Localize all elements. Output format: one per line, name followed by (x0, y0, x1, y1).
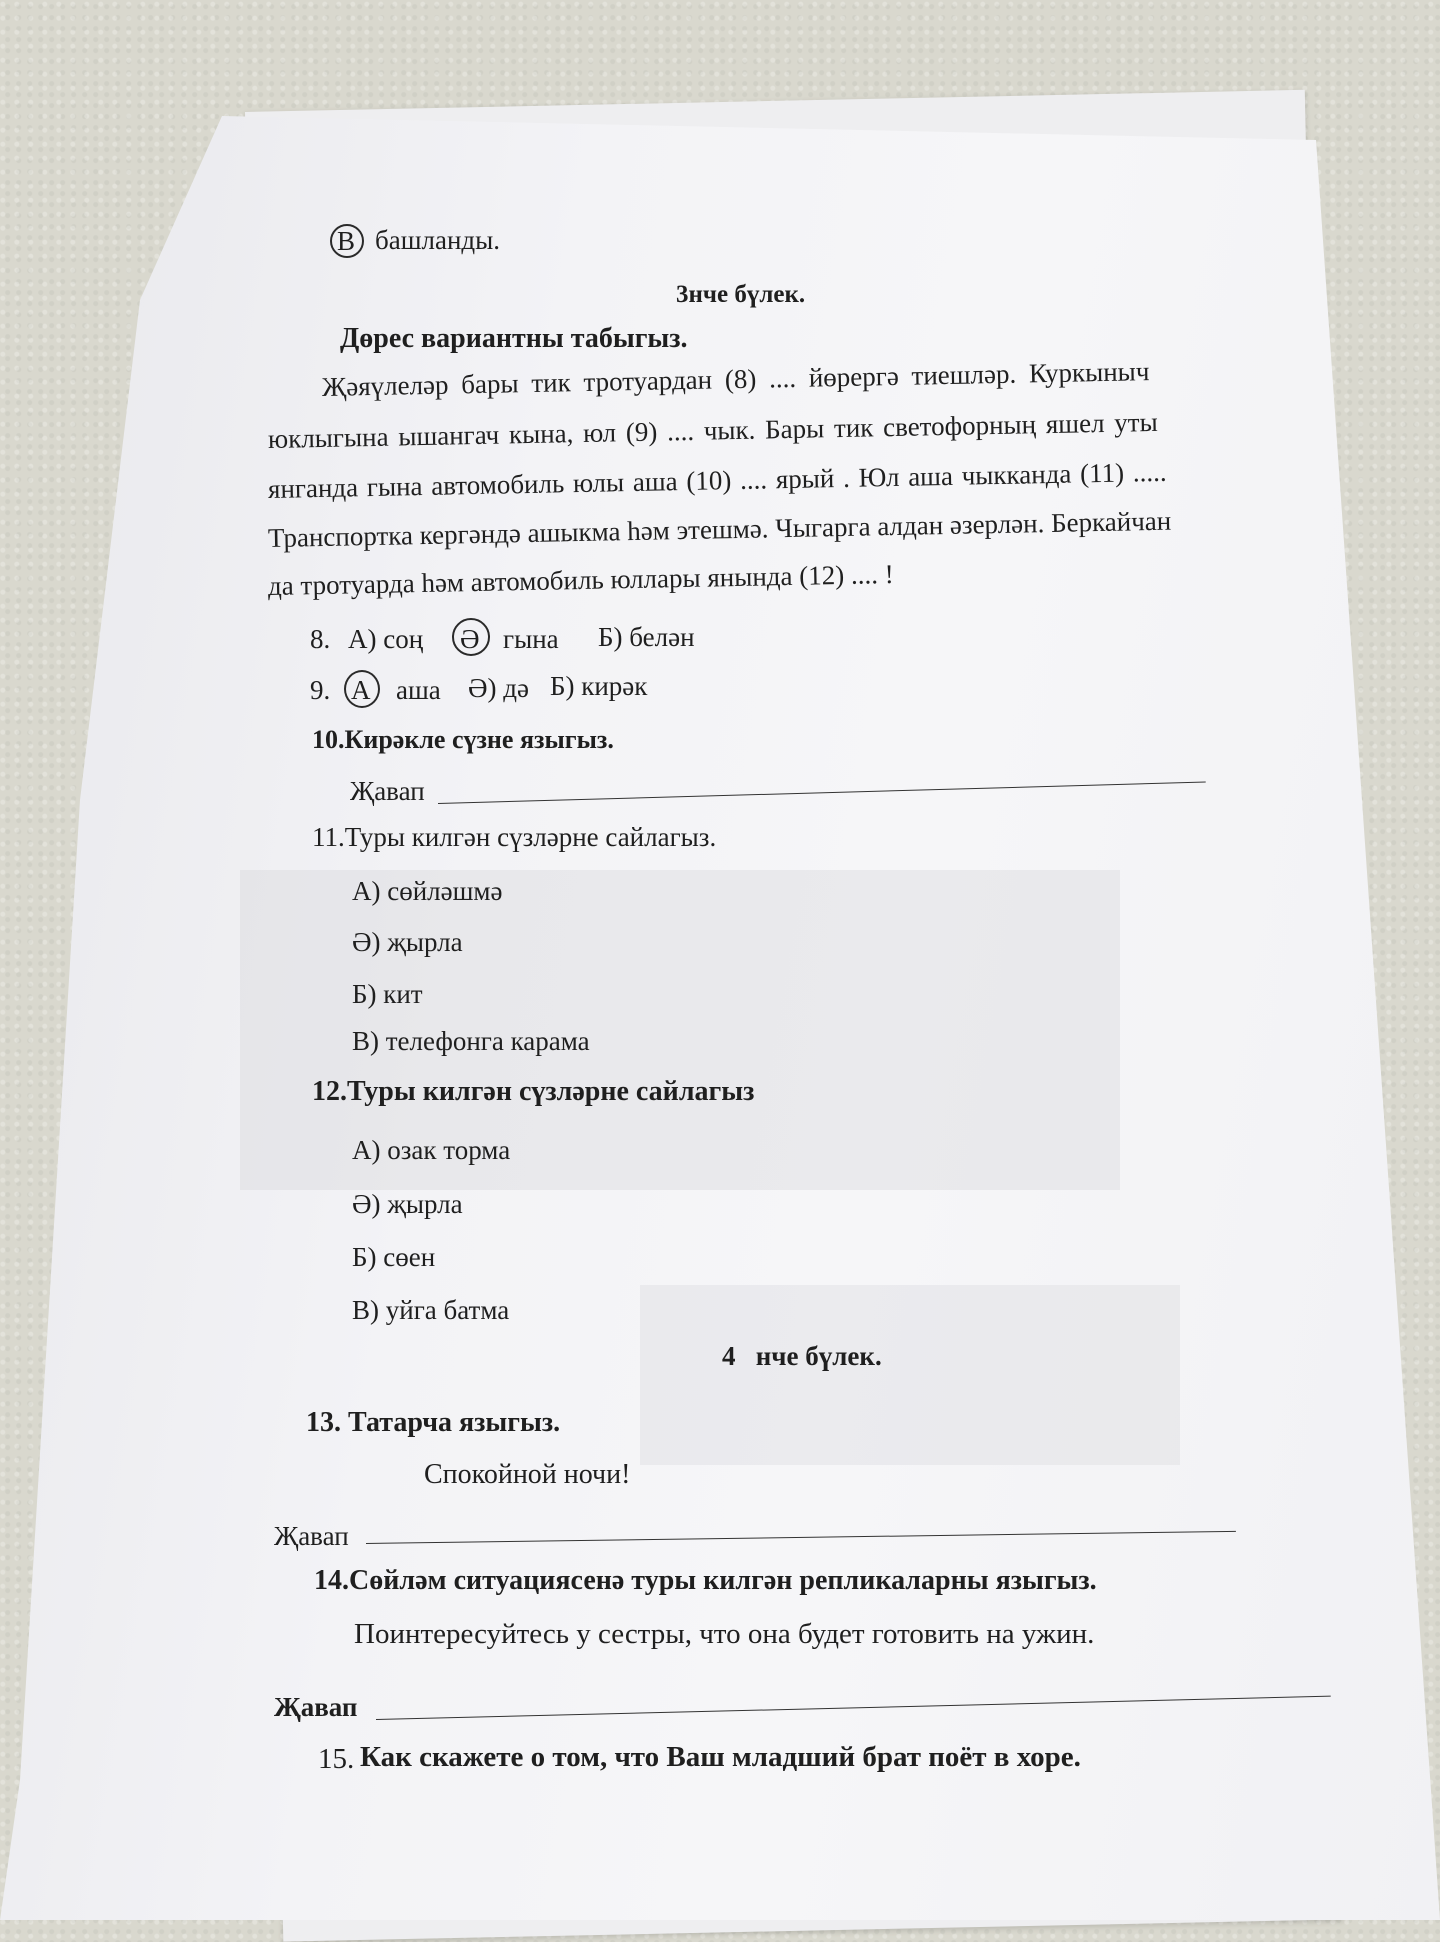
section3-instruction: Дөрес вариантны табыгыз. (340, 323, 688, 354)
q12-option-a: А) озак торма (352, 1135, 511, 1165)
paragraph-line-4: Транспортка кергәндә ашыкма һәм этешмә. Чыгарга алдан әзерлән. Беркайчан (267, 505, 1172, 553)
q9-option-a-text: аша (396, 675, 441, 705)
q14-prompt: Поинтересуйтесь у сестры, что она будет готовить на ужин. (354, 1618, 1095, 1650)
q9-option-a-letter: А (351, 675, 371, 705)
q9-option-b: Ә) дә (468, 673, 529, 703)
q15-number: 15. (318, 1743, 355, 1775)
top-line-text: башланды. (375, 225, 501, 255)
top-option-letter: В (337, 226, 356, 256)
paragraph-line-2: юклыгына ышангач кына, юл (9) .... чык. Бары тик светофорның яшел уты (267, 406, 1158, 454)
q11-option-c: Б) кит (352, 979, 423, 1009)
q11-option-b: Ә) җырла (352, 927, 463, 957)
q13-title: 13. Татарча языгыз. (306, 1407, 561, 1438)
q10-answer-label: Җавап (350, 776, 425, 806)
q12-option-d: В) уйга батма (352, 1295, 510, 1325)
paragraph-line-5: да тротуарда һәм автомобиль юллары янында (12) .... ! (267, 558, 894, 601)
q8-option-b-text: гына (503, 624, 559, 654)
section3-title: 3нче бүлек. (676, 281, 806, 308)
q14-title: 14.Сөйләм ситуациясенә туры килгән репликаларны языгыз. (314, 1565, 1097, 1596)
q10-title: 10.Кирәкле сүзне языгыз. (312, 725, 614, 754)
q11-option-d: В) телефонга карама (352, 1026, 590, 1056)
q9-number: 9. (310, 675, 331, 705)
q13-phrase: Спокойной ночи! (424, 1459, 631, 1490)
q12-title: 12.Туры килгән сүзләрне сайлагыз (312, 1076, 755, 1107)
q14-answer-label: Җавап (274, 1692, 358, 1722)
q15-title: Как скажете о том, что Ваш младший брат поёт в хоре. (360, 1741, 1081, 1773)
q8-number: 8. (310, 624, 331, 654)
q8-option-c: Б) белән (598, 622, 695, 652)
show-through-lines (640, 1285, 1180, 1465)
paragraph-line-3: янганда гына автомобиль юлы аша (10) .... ярый . Юл аша чыкканда (11) ..... (267, 456, 1167, 504)
q8-option-b-letter: Ә (460, 624, 480, 654)
section4-title: 4 нче бүлек. (722, 1341, 882, 1371)
q11-title: 11.Туры килгән сүзләрне сайлагыз. (312, 822, 717, 852)
q8-option-a: А) соң (348, 624, 424, 654)
paragraph-line-1: Җәяүлеләр бары тик тротуардан (8) .... йөрергә тиешләр. Куркыныч (321, 356, 1150, 402)
q9-option-c: Б) кирәк (550, 671, 648, 701)
q12-option-b: Ә) җырла (352, 1189, 463, 1219)
q12-option-c: Б) сөен (352, 1242, 436, 1272)
q13-answer-label: Җавап (274, 1521, 349, 1551)
q11-option-a: А) сөйләшмә (352, 876, 503, 906)
